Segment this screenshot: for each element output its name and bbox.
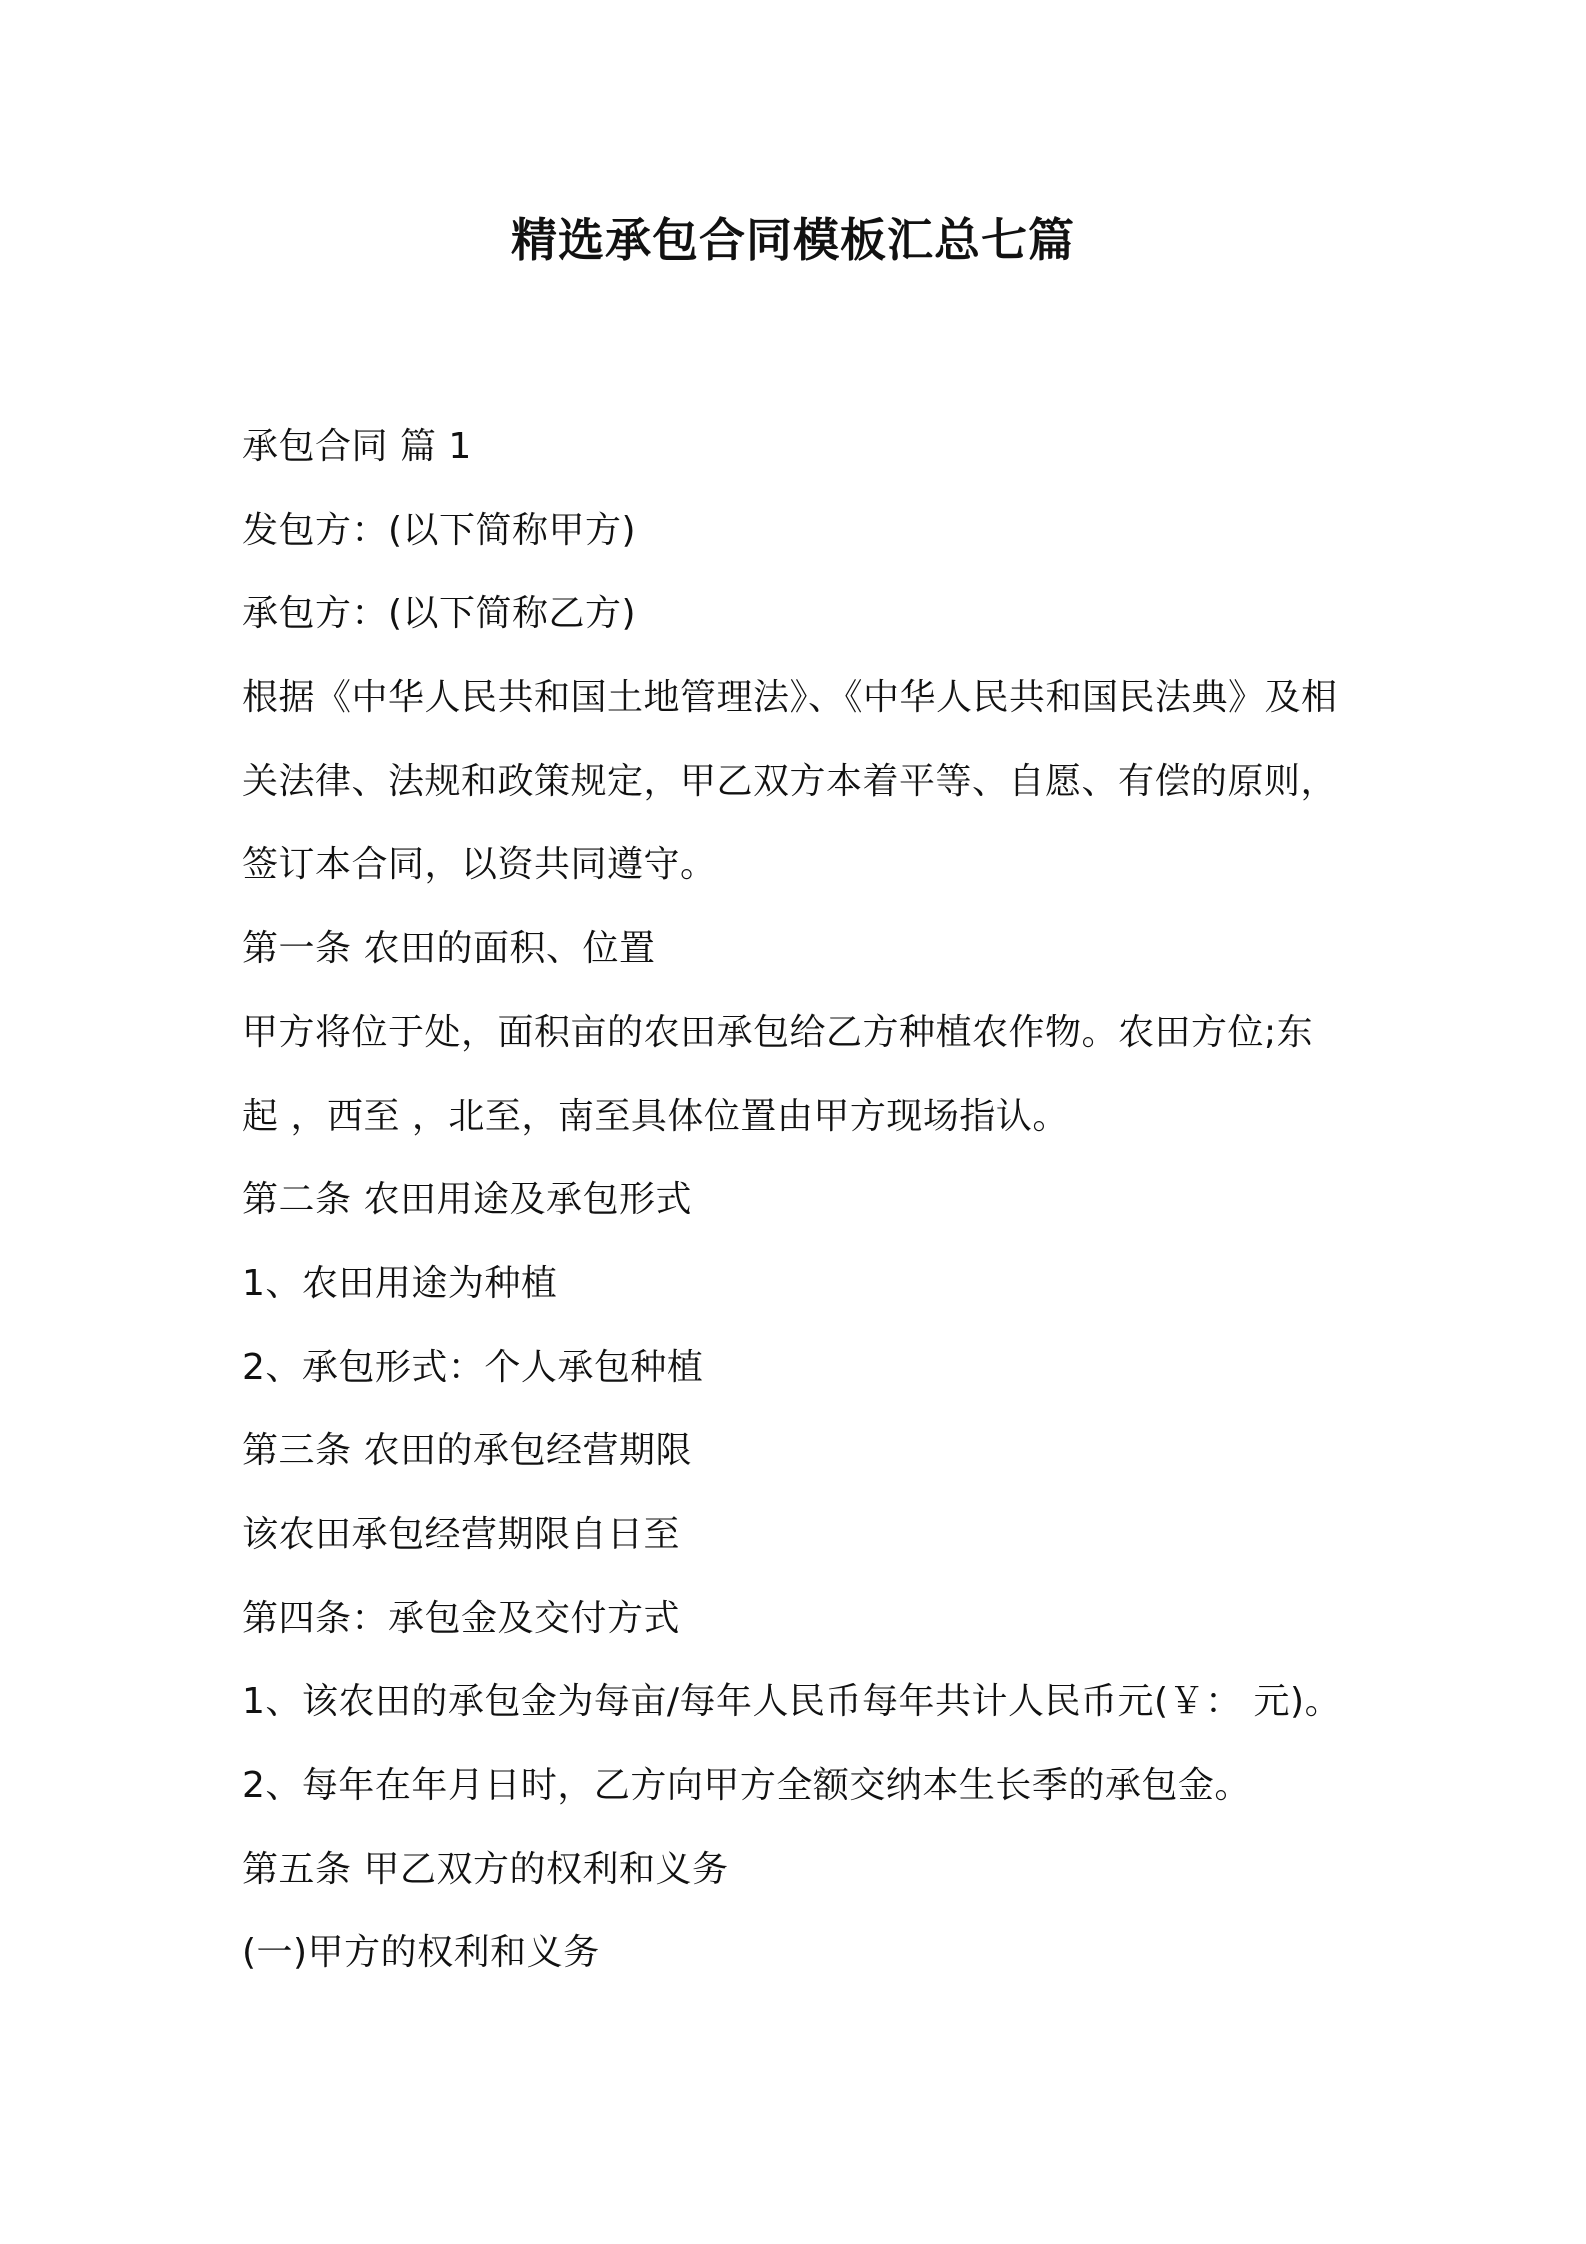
section-heading: 第三条 农田的承包经营期限 [242,1430,692,1472]
document-body [242,405,1362,1995]
party-a-line: 发包方：(以下简称甲方) [242,509,637,551]
section-heading: 第一条 农田的面积、位置 [242,928,656,970]
section-heading: 第二条 农田用途及承包形式 [242,1179,692,1221]
party-b-line: 承包方：(以下简称乙方) [242,593,637,635]
section-heading: 第五条 甲乙双方的权利和义务 [242,1848,729,1890]
paragraph-line: 关法律、法规和政策规定，甲乙双方本着平等、自愿、有偿的原则， [242,760,1338,802]
list-item: 2、承包形式：个人承包种植 [242,1346,704,1388]
list-item: 2、每年在年月日时，乙方向甲方全额交纳本生长季的承包金。 [242,1765,1251,1806]
heading-article-1: 承包合同 篇 1 [242,426,472,467]
section-heading: 第四条：承包金及交付方式 [242,1597,681,1639]
paragraph-line: 签订本合同，以资共同遵守。 [242,844,717,886]
list-item: 1、农田用途为种植 [242,1262,558,1304]
subsection-heading: (一)甲方的权利和义务 [242,1932,600,1974]
paragraph-line: 起 ，西至 ，北至，南至具体位置由甲方现场指认。 [242,1095,1069,1137]
paragraph-line: 甲方将位于处，面积亩的农田承包给乙方种植农作物。农田方位;东 [242,1011,1314,1053]
paragraph-line: 该农田承包经营期限自日至 [242,1513,681,1555]
list-item: 1、该农田的承包金为每亩/每年人民币每年共计人民币元(￥： 元)。 [242,1681,1342,1723]
document-title: 精选承包合同模板汇总七篇 [511,213,1075,267]
paragraph-line: 根据《中华人民共和国土地管理法》、《中华人民共和国民法典》及相 [242,677,1338,719]
